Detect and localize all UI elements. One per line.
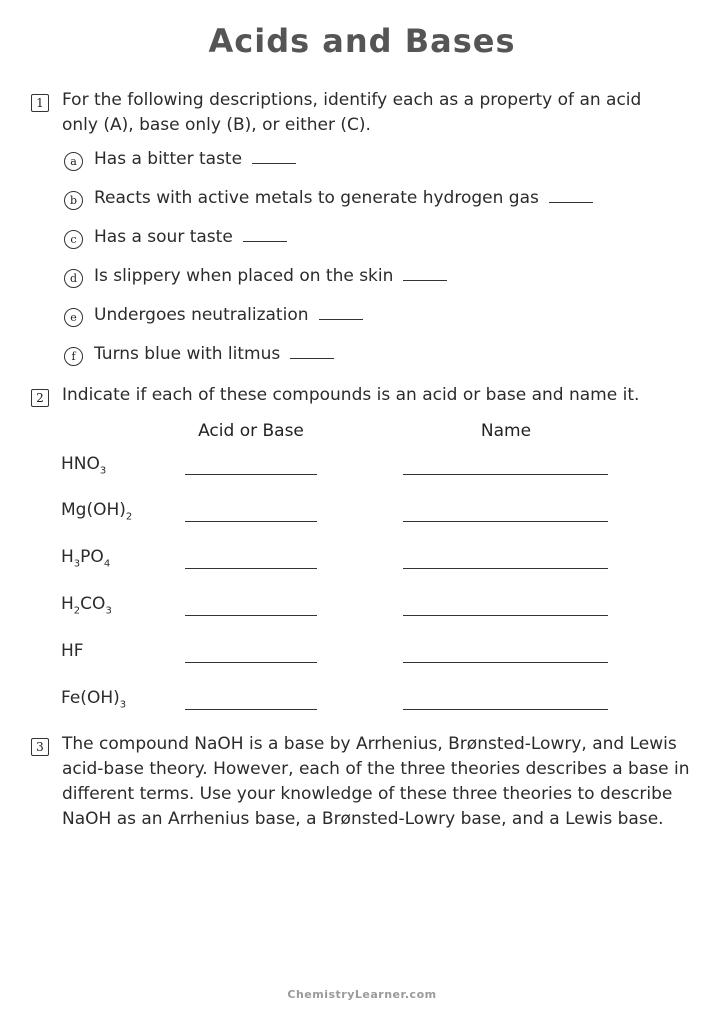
- item-e-letter: e: [64, 308, 83, 327]
- acid-base-answer-line-6[interactable]: [185, 709, 317, 710]
- name-answer-line-3[interactable]: [403, 568, 608, 569]
- item-e-text: Undergoes neutralization: [94, 305, 309, 325]
- answer-blank-b[interactable]: [549, 188, 593, 203]
- name-answer-line-2[interactable]: [403, 521, 608, 522]
- item-c-letter: c: [64, 230, 83, 249]
- answer-blank-a[interactable]: [252, 149, 296, 164]
- acid-base-answer-line-4[interactable]: [185, 615, 317, 616]
- item-d: [94, 265, 447, 287]
- name-answer-line-6[interactable]: [403, 709, 608, 710]
- item-f: [94, 343, 334, 365]
- item-a-letter: a: [64, 152, 83, 171]
- answer-blank-d[interactable]: [403, 266, 447, 281]
- compound-h3po4: $H_3PO_4$: [61, 547, 111, 570]
- item-c-text: Has a sour taste: [94, 227, 233, 247]
- compound-mgoh2: $Mg(OH)_2$: [61, 500, 133, 523]
- item-d-letter: d: [64, 269, 83, 288]
- item-f-text: Turns blue with litmus: [94, 344, 281, 364]
- question-1-text: For the following descriptions, identify each as a property of an acid only (A), base only (B), or either (C).: [62, 90, 642, 135]
- item-c: [94, 226, 287, 248]
- item-a-text: Has a bitter taste: [94, 149, 243, 169]
- column-header-acid-or-base: Acid or Base: [198, 421, 304, 441]
- column-header-name: Name: [480, 421, 532, 441]
- compound-hno3: $HNO_3$: [61, 454, 107, 477]
- acid-base-answer-line-2[interactable]: [185, 521, 317, 522]
- question-number-3: 3: [31, 738, 49, 756]
- item-e: [94, 304, 363, 326]
- item-b-text: Reacts with active metals to generate hydrogen gas: [94, 188, 539, 208]
- compound-feoh3: $Fe(OH)_3$: [61, 688, 127, 711]
- answer-blank-e[interactable]: [319, 305, 363, 320]
- item-b: [94, 187, 593, 209]
- compound-h2co3: $H_2CO_3$: [61, 594, 112, 617]
- acid-base-answer-line-1[interactable]: [185, 474, 317, 475]
- question-number-1: 1: [31, 94, 49, 112]
- item-b-letter: b: [64, 191, 83, 210]
- compound-hf: HF: [61, 641, 84, 661]
- question-3-text: The compound NaOH is a base by Arrhenius, Brønsted-Lowry, and Lewis acid-base theory. However, each of the three theories describes a base in different terms. Use your knowledge of these three theories to describe NaOH as an Arrhenius base, a Brønsted-Lowry base, and a Lewis base.: [62, 734, 690, 829]
- answer-blank-f[interactable]: [290, 344, 334, 359]
- item-f-letter: f: [64, 347, 83, 366]
- question-number-2: 2: [31, 389, 49, 407]
- name-answer-line-4[interactable]: [403, 615, 608, 616]
- item-a: [94, 148, 296, 170]
- name-answer-line-5[interactable]: [403, 662, 608, 663]
- acid-base-answer-line-5[interactable]: [185, 662, 317, 663]
- name-answer-line-1[interactable]: [403, 474, 608, 475]
- acid-base-answer-line-3[interactable]: [185, 568, 317, 569]
- item-d-text: Is slippery when placed on the skin: [94, 266, 394, 286]
- footer-brand: ChemistryLearner.com: [287, 988, 437, 1001]
- answer-blank-c[interactable]: [243, 227, 287, 242]
- page-title: Acids and Bases: [208, 22, 516, 60]
- question-2-text: Indicate if each of these compounds is an acid or base and name it.: [62, 385, 640, 405]
